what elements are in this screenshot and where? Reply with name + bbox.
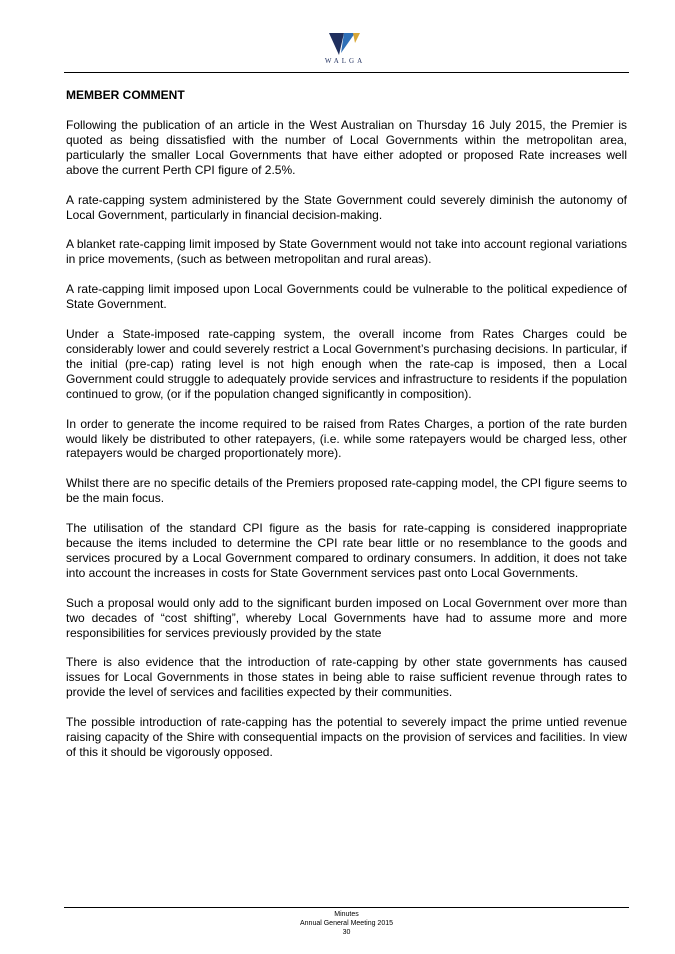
paragraph: A rate-capping limit imposed upon Local Governments could be vulnerable to the political expedience of State Government. — [66, 282, 627, 312]
document-body — [66, 88, 627, 775]
section-heading: MEMBER COMMENT — [66, 88, 185, 102]
paragraph: The possible introduction of rate-capping has the potential to severely impact the prime untied revenue raising capacity of the Shire with consequential impacts on the provision of services and facilities. In view of this it should be vigorously opposed. — [66, 715, 627, 759]
paragraph: A blanket rate-capping limit imposed by State Government would not take into account regional variations in price movements, (such as between metropolitan and rural areas). — [66, 237, 627, 267]
page-footer — [200, 910, 493, 937]
paragraph: Whilst there are no specific details of the Premiers proposed rate-capping model, the CPI figure seems to be the main focus. — [66, 476, 627, 506]
header-divider — [64, 72, 629, 73]
paragraph: The utilisation of the standard CPI figure as the basis for rate-capping is considered inappropriate because the items included to determine the CPI rate bear little or no resemblance to the goods and services procured by a Local Government compared to ordinary consumers. In addition, it does not take into account the increases in costs for State Government services past onto Local Governments. — [66, 521, 627, 580]
paragraph: A rate-capping system administered by the State Government could severely diminish the autonomy of Local Government, particularly in financial decision-making. — [66, 192, 627, 222]
paragraph: Under a State-imposed rate-capping system, the overall income from Rates Charges could be considerably lower and could severely restrict a Local Government’s purchasing decisions. In particular, if the initial (pre-cap) rating level is not high enough when the rate-cap is imposed, then a Local Government could struggle to adequately provide services and infrastructure to residents if the population continued to grow, (or if the population changed significantly in composition). — [66, 327, 627, 401]
page-number: 30 — [342, 929, 351, 936]
paragraph: Following the publication of an article in the West Australian on Thursday 16 July 2015, the Premier is quoted as being dissatisfied with the number of Local Governments within the metropolitan area, particularly the smaller Local Governments that have either adopted or proposed Rate increases well above the current Perth CPI figure of 2.5%. — [66, 118, 627, 177]
paragraph: There is also evidence that the introduction of rate-capping by other state governments has caused issues for Local Governments in those states in being able to raise sufficient revenue through rates to provide the level of services and facilities expected by their communities. — [66, 655, 627, 700]
paragraph: In order to generate the income required to be raised from Rates Charges, a portion of the rate burden would likely be distributed to other ratepayers, (i.e. while some ratepayers would be charged less, other ratepayers would be charged proportionately more). — [66, 416, 627, 461]
logo-text: WALGA — [324, 57, 366, 65]
footer-meeting-title: Annual General Meeting 2015 — [299, 920, 393, 927]
footer-divider — [64, 907, 629, 908]
paragraph: Such a proposal would only add to the significant burden imposed on Local Government over more than two decades of “cost shifting”, whereby Local Governments have had to assume more and more responsibilities for services previously provided by the state — [66, 595, 627, 640]
footer-minutes-label: Minutes — [334, 911, 359, 918]
